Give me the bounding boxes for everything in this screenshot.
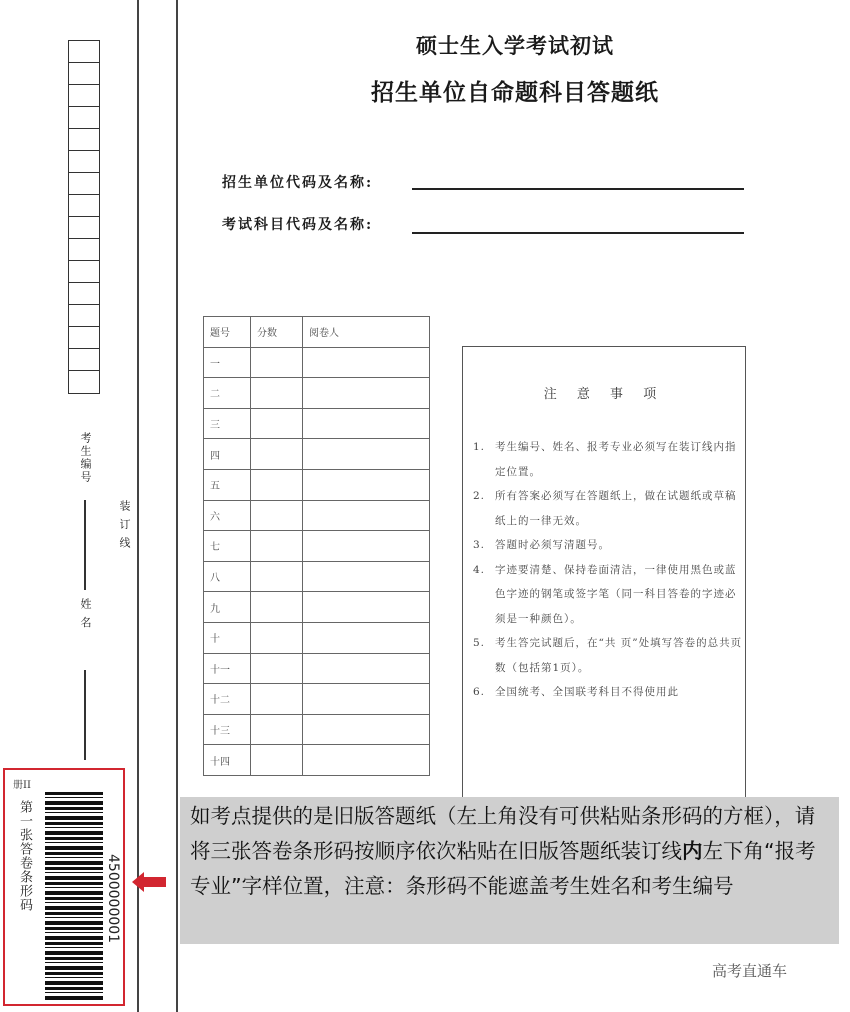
score-cell[interactable] (251, 684, 303, 715)
question-number: 二 (204, 378, 251, 409)
table-row (204, 408, 430, 439)
question-number: 十一 (204, 653, 251, 684)
grader-cell[interactable] (303, 714, 430, 745)
question-number: 十二 (204, 684, 251, 715)
name-label: 姓 名 (79, 598, 92, 630)
barcode-number: 4500000001 (105, 854, 121, 944)
header-score: 分数 (251, 317, 303, 348)
page-title-line-1: 硕士生入学考试初试 (416, 33, 614, 58)
list-item: 5. 考生答完试题后，在“共 页”处填写答卷的总共页数（包括第1页）。 (473, 637, 743, 674)
score-cell[interactable] (251, 745, 303, 776)
candidate-id-grid (68, 40, 100, 394)
watermark-text: 高考直通车 (712, 962, 788, 980)
unit-field-label: 招生单位代码及名称: (222, 175, 374, 191)
score-cell[interactable] (251, 592, 303, 623)
table-row (204, 469, 430, 500)
grader-cell[interactable] (303, 531, 430, 562)
name-rule-top (84, 500, 86, 590)
question-number: 五 (204, 469, 251, 500)
score-table-header (204, 317, 430, 348)
grader-cell[interactable] (303, 622, 430, 653)
table-row (204, 347, 430, 378)
grader-cell[interactable] (303, 347, 430, 378)
notice-box (462, 346, 746, 816)
barcode-sticker (3, 768, 125, 1006)
barcode-bars (45, 792, 103, 1000)
score-cell[interactable] (251, 622, 303, 653)
barcode-label-text: 第一张答卷条形码 (17, 800, 32, 912)
question-number: 七 (204, 531, 251, 562)
subject-field-label: 考试科目代码及名称: (222, 217, 374, 233)
header-grader: 阅卷人 (303, 317, 430, 348)
binding-rule-outer (137, 0, 139, 1012)
table-row (204, 745, 430, 776)
question-number: 一 (204, 347, 251, 378)
list-item: 4. 字迹要清楚、保持卷面清洁，一律使用黑色或蓝色字迹的钢笔或签字笔（同一科目答卷的字迹必须是一种颜色）。 (473, 563, 737, 625)
table-row (204, 714, 430, 745)
score-cell[interactable] (251, 378, 303, 409)
grader-cell[interactable] (303, 408, 430, 439)
question-number: 三 (204, 408, 251, 439)
table-row (204, 684, 430, 715)
list-item: 6. 全国统考、全国联考科目不得使用此 (473, 686, 679, 698)
header-question-no: 题号 (204, 317, 251, 348)
candidate-id-label: 考生编号 (79, 432, 92, 484)
score-cell[interactable] (251, 561, 303, 592)
barcode-small-text: 册II (13, 780, 31, 791)
score-cell[interactable] (251, 531, 303, 562)
table-row (204, 531, 430, 562)
grader-cell[interactable] (303, 500, 430, 531)
table-row (204, 500, 430, 531)
grader-cell[interactable] (303, 592, 430, 623)
name-rule-bottom (84, 670, 86, 760)
score-cell[interactable] (251, 439, 303, 470)
score-cell[interactable] (251, 408, 303, 439)
table-row (204, 592, 430, 623)
list-item: 1. 考生编号、姓名、报考专业必须写在装订线内指定位置。 (473, 441, 737, 478)
question-number: 八 (204, 561, 251, 592)
grader-cell[interactable] (303, 653, 430, 684)
notice-title: 注 意 事 项 (543, 387, 665, 402)
question-number: 十三 (204, 714, 251, 745)
instruction-callout: 如考点提供的是旧版答题纸（左上角没有可供粘贴条形码的方框），请将三张答卷条形码按顺序依次粘贴在旧版答题纸装订线内左下角“报考专业”字样位置，注意：条形码不能遮盖考生姓名和考生编号 (180, 797, 839, 944)
binding-rule-inner (176, 0, 178, 1012)
callout-emphasis: 内 (682, 839, 703, 863)
grader-cell[interactable] (303, 745, 430, 776)
question-number: 九 (204, 592, 251, 623)
table-row (204, 622, 430, 653)
table-row (204, 653, 430, 684)
score-cell[interactable] (251, 347, 303, 378)
page-title-line-2: 招生单位自命题科目答题纸 (371, 79, 659, 106)
grader-cell[interactable] (303, 378, 430, 409)
question-number: 六 (204, 500, 251, 531)
binding-line-label: 装 订 线 (118, 500, 131, 550)
table-row (204, 378, 430, 409)
question-number: 十四 (204, 745, 251, 776)
grader-cell[interactable] (303, 561, 430, 592)
question-number: 十 (204, 622, 251, 653)
unit-field-line[interactable] (412, 188, 744, 190)
table-row (204, 439, 430, 470)
score-cell[interactable] (251, 500, 303, 531)
grader-cell[interactable] (303, 684, 430, 715)
grader-cell[interactable] (303, 439, 430, 470)
score-cell[interactable] (251, 469, 303, 500)
red-arrow-icon (132, 872, 166, 892)
list-item: 2. 所有答案必须写在答题纸上，做在试题纸或草稿纸上的一律无效。 (473, 490, 737, 527)
list-item: 3. 答题时必须写清题号。 (473, 539, 610, 551)
notice-list (473, 435, 743, 705)
question-number: 四 (204, 439, 251, 470)
score-cell[interactable] (251, 714, 303, 745)
subject-field-line[interactable] (412, 232, 744, 234)
score-table (203, 316, 430, 776)
score-cell[interactable] (251, 653, 303, 684)
grader-cell[interactable] (303, 469, 430, 500)
table-row (204, 561, 430, 592)
